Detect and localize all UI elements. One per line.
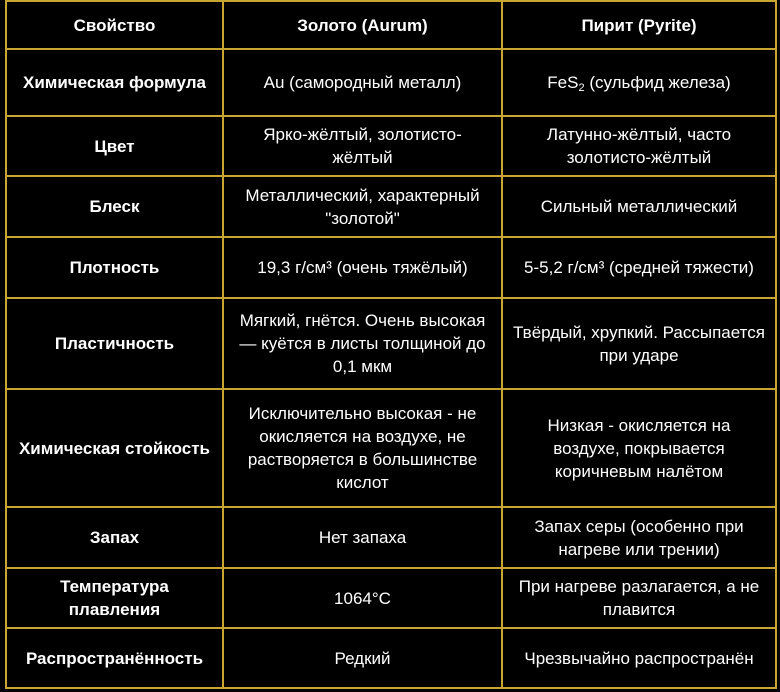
gold-cell: 1064°C xyxy=(223,568,502,628)
header-property: Свойство xyxy=(6,1,223,49)
table-row xyxy=(6,628,776,688)
gold-cell: Au (самородный металл) xyxy=(223,49,502,116)
property-cell: Пластичность xyxy=(6,298,223,389)
formula-main: FeS xyxy=(547,73,579,92)
gold-cell: Ярко-жёлтый, золотисто-жёлтый xyxy=(223,116,502,176)
table-row xyxy=(6,237,776,298)
pyrite-cell: Чрезвычайно распространён xyxy=(502,628,776,688)
table-row xyxy=(6,116,776,176)
gold-cell: Мягкий, гнётся. Очень высокая — куётся в листы толщиной до 0,1 мкм xyxy=(223,298,502,389)
property-cell: Цвет xyxy=(6,116,223,176)
pyrite-cell: Латунно-жёлтый, часто золотисто-жёлтый xyxy=(502,116,776,176)
property-cell: Запах xyxy=(6,507,223,568)
comparison-table xyxy=(5,0,777,689)
pyrite-cell: 5-5,2 г/см³ (средней тяжести) xyxy=(502,237,776,298)
header-pyrite: Пирит (Pyrite) xyxy=(502,1,776,49)
formula-description: (сульфид железа) xyxy=(584,73,731,92)
table-row xyxy=(6,176,776,237)
property-cell: Химическая стойкость xyxy=(6,389,223,507)
property-cell: Распространённость xyxy=(6,628,223,688)
property-cell: Химическая формула xyxy=(6,49,223,116)
header-gold: Золото (Aurum) xyxy=(223,1,502,49)
pyrite-cell: Низкая - окисляется на воздухе, покрывается коричневым налётом xyxy=(502,389,776,507)
table-row xyxy=(6,298,776,389)
property-cell: Плотность xyxy=(6,237,223,298)
pyrite-cell xyxy=(502,49,776,116)
pyrite-cell: Запах серы (особенно при нагреве или трении) xyxy=(502,507,776,568)
table-row xyxy=(6,507,776,568)
gold-cell: Редкий xyxy=(223,628,502,688)
gold-cell: Исключительно высокая - не окисляется на воздухе, не растворяется в большинстве кислот xyxy=(223,389,502,507)
property-cell: Температура плавления xyxy=(6,568,223,628)
table-row xyxy=(6,389,776,507)
gold-cell: Нет запаха xyxy=(223,507,502,568)
gold-cell: Металлический, характерный "золотой" xyxy=(223,176,502,237)
property-cell: Блеск xyxy=(6,176,223,237)
pyrite-cell: Твёрдый, хрупкий. Рассыпается при ударе xyxy=(502,298,776,389)
header-row xyxy=(6,1,776,49)
formula-subscript: 2 xyxy=(578,82,585,94)
table-row xyxy=(6,49,776,116)
table-row xyxy=(6,568,776,628)
pyrite-cell: Сильный металлический xyxy=(502,176,776,237)
gold-cell: 19,3 г/см³ (очень тяжёлый) xyxy=(223,237,502,298)
pyrite-cell: При нагреве разлагается, а не плавится xyxy=(502,568,776,628)
